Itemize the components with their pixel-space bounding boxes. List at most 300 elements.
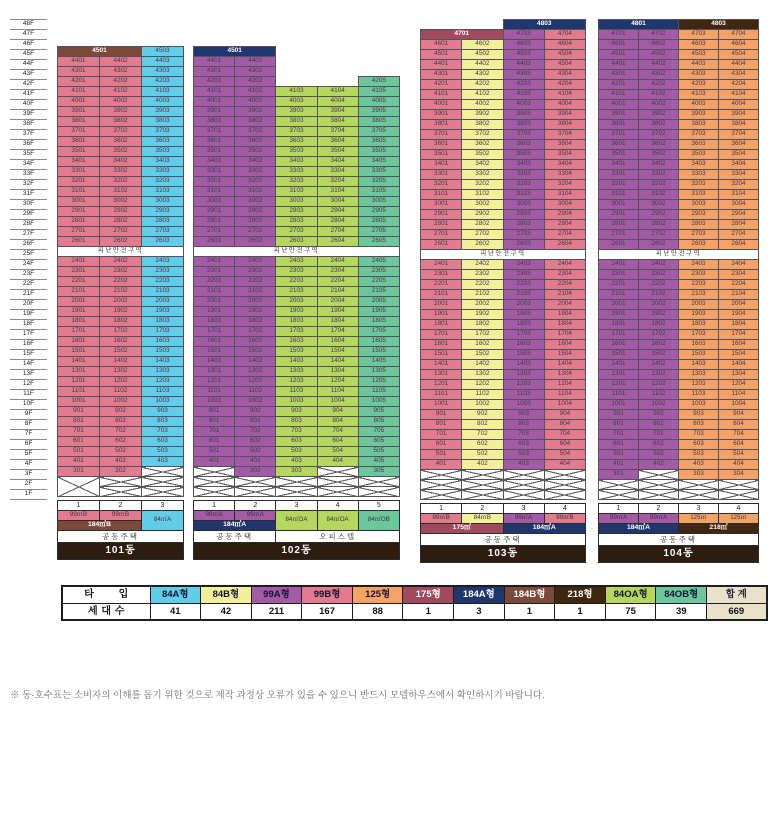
empty-cell: [358, 57, 399, 67]
penthouse-unit-header: 4501: [58, 47, 142, 57]
unit-cell: 2604: [544, 240, 585, 250]
unit-cell: 3804: [317, 117, 358, 127]
floor-label: 40F: [10, 100, 47, 110]
floor-label: 32F: [10, 180, 47, 190]
unit-cell: 1903: [142, 307, 184, 317]
unit-cell: 3302: [639, 170, 679, 180]
crossed-out-cell: [317, 477, 358, 487]
empty-cell: [276, 57, 317, 67]
unit-cell: 3803: [679, 120, 719, 130]
unit-cell: 1604: [719, 340, 759, 350]
penthouse-unit-header: 4801: [599, 20, 679, 30]
unit-cell: 1001: [421, 400, 462, 410]
unit-cell: 2202: [235, 277, 276, 287]
unit-cell: 2103: [276, 287, 317, 297]
crossed-out-cell: [544, 490, 585, 500]
unit-cell: 3801: [599, 120, 639, 130]
unit-cell: 1701: [194, 327, 235, 337]
unit-cell: 4401: [599, 60, 639, 70]
unit-cell: 1603: [679, 340, 719, 350]
unit-cell: 3003: [276, 197, 317, 207]
unit-cell: 2201: [194, 277, 235, 287]
floor-label: 22F: [10, 280, 47, 290]
floor-label: 36F: [10, 140, 47, 150]
unit-cell: 2403: [503, 260, 544, 270]
unit-cell: 3901: [421, 110, 462, 120]
unit-cell: 3502: [462, 150, 503, 160]
unit-cell: 1901: [58, 307, 100, 317]
unit-cell: 1502: [235, 347, 276, 357]
unit-cell: 1601: [194, 337, 235, 347]
unit-cell: 1701: [58, 327, 100, 337]
unit-cell: 1104: [317, 387, 358, 397]
summary-type-header: 99B형: [302, 586, 353, 604]
unit-cell: 3102: [462, 190, 503, 200]
unit-cell: 1404: [317, 357, 358, 367]
unit-cell: 3301: [421, 170, 462, 180]
unit-cell: 3603: [503, 140, 544, 150]
unit-cell: 4504: [544, 60, 585, 70]
crossed-out-cell: [142, 467, 184, 477]
unit-cell: 3602: [462, 140, 503, 150]
unit-cell: 1705: [358, 327, 399, 337]
unit-cell: 3304: [719, 170, 759, 180]
tower-name-bar: 101동: [58, 543, 184, 560]
unit-type-cell: 99㎡A: [503, 514, 544, 524]
unit-cell: 3305: [358, 167, 399, 177]
crossed-out-cell: [194, 467, 235, 477]
unit-cell: 3103: [142, 187, 184, 197]
column-number-cell: 4: [317, 501, 358, 511]
unit-cell: 2802: [639, 220, 679, 230]
summary-count-cell: 41: [150, 604, 201, 621]
unit-cell: 1604: [317, 337, 358, 347]
unit-cell: 2603: [679, 240, 719, 250]
unit-cell: 3504: [719, 150, 759, 160]
unit-cell: 2602: [235, 237, 276, 247]
unit-cell: 604: [719, 440, 759, 450]
floor-label: 15F: [10, 350, 47, 360]
unit-cell: 2003: [276, 297, 317, 307]
unit-cell: 3702: [462, 130, 503, 140]
unit-cell: 1101: [58, 387, 100, 397]
unit-cell: 2205: [358, 277, 399, 287]
unit-cell: 4202: [639, 80, 679, 90]
unit-cell: 704: [719, 430, 759, 440]
crossed-out-cell: [462, 470, 503, 480]
unit-cell: 403: [142, 457, 184, 467]
unit-cell: 2603: [142, 237, 184, 247]
unit-cell: 3702: [235, 127, 276, 137]
unit-cell: 602: [235, 437, 276, 447]
unit-cell: 4301: [58, 67, 100, 77]
unit-cell: 3204: [544, 180, 585, 190]
unit-cell: 1602: [235, 337, 276, 347]
unit-cell: 1803: [679, 320, 719, 330]
unit-cell: 1805: [358, 317, 399, 327]
unit-type-cell: 84㎡A: [142, 511, 184, 531]
unit-cell: 3503: [679, 150, 719, 160]
floor-label: 1F: [10, 490, 47, 500]
unit-cell: 3002: [462, 200, 503, 210]
unit-cell: 4503: [142, 47, 184, 57]
unit-cell: 3903: [679, 110, 719, 120]
tower-name-bar: 103동: [421, 546, 586, 563]
floor-label: 26F: [10, 240, 47, 250]
unit-type-span-cell: 184㎡B: [58, 521, 142, 531]
unit-type-cell: 99㎡A: [599, 514, 639, 524]
empty-cell: [235, 28, 276, 37]
summary-type-header: 184B형: [504, 586, 555, 604]
unit-cell: 802: [235, 417, 276, 427]
unit-cell: 1403: [142, 357, 184, 367]
unit-cell: 1203: [503, 380, 544, 390]
empty-cell: [142, 37, 184, 47]
summary-count-cell: 39: [656, 604, 707, 621]
crossed-out-cell: [503, 480, 544, 490]
unit-cell: 903: [142, 407, 184, 417]
unit-cell: 1801: [194, 317, 235, 327]
unit-cell: 1503: [276, 347, 317, 357]
unit-cell: 2601: [421, 240, 462, 250]
unit-cell: 1301: [58, 367, 100, 377]
unit-type-cell: 84㎡B: [462, 514, 503, 524]
unit-cell: 3702: [639, 130, 679, 140]
unit-cell: 3403: [142, 157, 184, 167]
unit-cell: 1904: [317, 307, 358, 317]
crossed-out-cell: [100, 477, 142, 487]
floor-label: 2F: [10, 480, 47, 490]
unit-cell: 3402: [235, 157, 276, 167]
unit-cell: 4002: [639, 100, 679, 110]
unit-cell: 3302: [100, 167, 142, 177]
unit-cell: 3801: [194, 117, 235, 127]
summary-count-cell: 1: [504, 604, 555, 621]
unit-cell: 501: [421, 450, 462, 460]
unit-cell: 2005: [358, 297, 399, 307]
unit-cell: 1301: [194, 367, 235, 377]
floor-label: 33F: [10, 170, 47, 180]
column-number-cell: 1: [58, 501, 100, 511]
unit-cell: 1701: [599, 330, 639, 340]
unit-cell: 3102: [639, 190, 679, 200]
unit-cell: 301: [599, 470, 639, 480]
floor-label: 9F: [10, 410, 47, 420]
summary-type-header: 218형: [555, 586, 606, 604]
summary-type-header: 84B형: [201, 586, 252, 604]
unit-cell: 4704: [544, 30, 585, 40]
unit-cell: 3001: [58, 197, 100, 207]
unit-cell: 2302: [100, 267, 142, 277]
unit-cell: 804: [317, 417, 358, 427]
column-number-cell: 3: [503, 504, 544, 514]
unit-cell: 4001: [421, 100, 462, 110]
unit-cell: 403: [276, 457, 317, 467]
empty-cell: [100, 19, 142, 28]
empty-cell: [142, 19, 184, 28]
unit-cell: 704: [544, 430, 585, 440]
unit-cell: 2805: [358, 217, 399, 227]
unit-cell: 4603: [679, 40, 719, 50]
summary-type-header: 84OB형: [656, 586, 707, 604]
unit-cell: 3502: [639, 150, 679, 160]
unit-cell: 1801: [421, 320, 462, 330]
unit-cell: 4101: [421, 90, 462, 100]
unit-cell: 803: [142, 417, 184, 427]
unit-cell: 3403: [276, 157, 317, 167]
tower-name-bar: 104동: [599, 546, 759, 563]
building-use-cell: 공동주택: [599, 534, 759, 546]
unit-cell: 3502: [100, 147, 142, 157]
unit-cell: 3503: [503, 150, 544, 160]
unit-cell: 2802: [462, 220, 503, 230]
unit-cell: 3201: [421, 180, 462, 190]
unit-cell: 2604: [317, 237, 358, 247]
unit-cell: 2404: [719, 260, 759, 270]
unit-cell: 2101: [58, 287, 100, 297]
unit-cell: 1801: [599, 320, 639, 330]
unit-cell: 901: [599, 410, 639, 420]
unit-cell: 3403: [503, 160, 544, 170]
unit-cell: 4403: [679, 60, 719, 70]
empty-cell: [358, 19, 399, 28]
unit-cell: 2103: [679, 290, 719, 300]
unit-cell: 3801: [421, 120, 462, 130]
unit-cell: 802: [639, 420, 679, 430]
empty-cell: [276, 28, 317, 37]
unit-cell: 3401: [58, 157, 100, 167]
unit-cell: 1102: [639, 390, 679, 400]
unit-cell: 501: [599, 450, 639, 460]
unit-cell: 3801: [58, 117, 100, 127]
unit-cell: 4201: [421, 80, 462, 90]
unit-cell: 1304: [317, 367, 358, 377]
summary-type-header: 175형: [403, 586, 454, 604]
unit-cell: 4402: [235, 57, 276, 67]
refuge-area-row: 피난안전구역: [58, 247, 184, 257]
floor-label: 17F: [10, 330, 47, 340]
unit-type-span-cell: 218㎡: [679, 524, 759, 534]
floor-label: 28F: [10, 220, 47, 230]
floor-label: 3F: [10, 470, 47, 480]
unit-cell: 1902: [462, 310, 503, 320]
unit-cell: 4602: [462, 40, 503, 50]
unit-cell: 4201: [194, 77, 235, 87]
unit-cell: 3301: [599, 170, 639, 180]
unit-cell: 1602: [639, 340, 679, 350]
unit-cell: 301: [58, 467, 100, 477]
floor-label: 48F: [10, 20, 47, 30]
unit-cell: 1901: [599, 310, 639, 320]
unit-cell: 701: [599, 430, 639, 440]
unit-cell: 2602: [100, 237, 142, 247]
unit-cell: 1404: [719, 360, 759, 370]
unit-cell: 4103: [142, 87, 184, 97]
crossed-out-cell: [462, 490, 503, 500]
crossed-out-cell: [276, 477, 317, 487]
unit-cell: 3902: [235, 107, 276, 117]
crossed-out-cell: [358, 477, 399, 487]
floor-label: 39F: [10, 110, 47, 120]
unit-cell: 4002: [235, 97, 276, 107]
unit-type-cell: 84㎡OB: [358, 511, 399, 531]
empty-cell: [358, 67, 399, 77]
unit-cell: 2003: [142, 297, 184, 307]
unit-cell: 2603: [276, 237, 317, 247]
penthouse-unit-header: 4501: [194, 47, 276, 57]
unit-cell: 3104: [719, 190, 759, 200]
unit-cell: 1804: [317, 317, 358, 327]
unit-cell: 2404: [317, 257, 358, 267]
unit-cell: 3601: [58, 137, 100, 147]
footnote-text: ※ 동·호수표는 소비자의 이해를 돕기 위한 것으로 제작 과정상 오류가 있을 수 있으니 반드시 모델하우스에서 확인하시기 바랍니다.: [10, 690, 545, 701]
unit-cell: 4001: [58, 97, 100, 107]
unit-cell: 3904: [719, 110, 759, 120]
unit-cell: 2903: [142, 207, 184, 217]
unit-cell: 4604: [544, 40, 585, 50]
unit-cell: 1802: [100, 317, 142, 327]
crossed-out-cell: [235, 477, 276, 487]
unit-cell: 3302: [235, 167, 276, 177]
unit-cell: 3603: [276, 137, 317, 147]
crossed-out-cell: [503, 490, 544, 500]
summary-count-cell: 1: [403, 604, 454, 621]
unit-cell: 4301: [194, 67, 235, 77]
unit-cell: 1204: [544, 380, 585, 390]
empty-cell: [100, 37, 142, 47]
unit-cell: 2601: [599, 240, 639, 250]
column-number-cell: 3: [679, 504, 719, 514]
unit-cell: 3202: [100, 177, 142, 187]
unit-cell: 1504: [544, 350, 585, 360]
floor-label: 24F: [10, 260, 47, 270]
unit-cell: 3601: [599, 140, 639, 150]
empty-cell: [317, 28, 358, 37]
unit-type-cell: 125㎡: [719, 514, 759, 524]
unit-cell: 1302: [462, 370, 503, 380]
unit-cell: 1004: [544, 400, 585, 410]
unit-cell: 1405: [358, 357, 399, 367]
unit-cell: 2402: [100, 257, 142, 267]
unit-cell: 3203: [503, 180, 544, 190]
unit-cell: 2702: [235, 227, 276, 237]
unit-cell: 2203: [276, 277, 317, 287]
unit-cell: 2304: [719, 270, 759, 280]
unit-cell: 3301: [194, 167, 235, 177]
unit-cell: 3501: [58, 147, 100, 157]
floor-label: 11F: [10, 390, 47, 400]
unit-type-cell: 99㎡A: [639, 514, 679, 524]
unit-cell: 2605: [358, 237, 399, 247]
unit-cell: 3903: [142, 107, 184, 117]
refuge-area-row: 피난안전구역: [421, 250, 586, 260]
unit-cell: 1101: [421, 390, 462, 400]
crossed-out-cell: [679, 480, 719, 490]
empty-cell: [100, 28, 142, 37]
unit-cell: 402: [639, 460, 679, 470]
unit-cell: 4501: [599, 50, 639, 60]
unit-cell: 2903: [276, 207, 317, 217]
unit-cell: 404: [544, 460, 585, 470]
unit-cell: 703: [142, 427, 184, 437]
unit-cell: 3004: [719, 200, 759, 210]
unit-cell: 4702: [639, 30, 679, 40]
unit-cell: 1402: [639, 360, 679, 370]
unit-cell: 1402: [462, 360, 503, 370]
tower-footer: [598, 503, 759, 563]
unit-cell: 1603: [503, 340, 544, 350]
unit-cell: 4202: [462, 80, 503, 90]
unit-cell: 3203: [142, 177, 184, 187]
unit-cell: 1101: [599, 390, 639, 400]
unit-cell: 1702: [639, 330, 679, 340]
unit-cell: 4104: [719, 90, 759, 100]
unit-cell: 3301: [58, 167, 100, 177]
unit-cell: 1301: [599, 370, 639, 380]
unit-cell: 3101: [194, 187, 235, 197]
unit-cell: 1502: [100, 347, 142, 357]
unit-cell: 3505: [358, 147, 399, 157]
unit-cell: 1803: [276, 317, 317, 327]
unit-cell: 2202: [639, 280, 679, 290]
crossed-out-cell: [276, 487, 317, 497]
unit-cell: 1203: [142, 377, 184, 387]
unit-cell: 401: [58, 457, 100, 467]
unit-cell: 703: [276, 427, 317, 437]
unit-cell: 501: [58, 447, 100, 457]
unit-cell: 904: [544, 410, 585, 420]
column-number-cell: 4: [719, 504, 759, 514]
unit-cell: 2102: [639, 290, 679, 300]
unit-cell: 3503: [142, 147, 184, 157]
unit-cell: 4304: [544, 70, 585, 80]
column-number-cell: 2: [639, 504, 679, 514]
unit-cell: 2103: [503, 290, 544, 300]
unit-cell: 1604: [544, 340, 585, 350]
unit-cell: 3802: [462, 120, 503, 130]
unit-cell: 3105: [358, 187, 399, 197]
floor-label: 21F: [10, 290, 47, 300]
unit-cell: 1801: [58, 317, 100, 327]
unit-cell: 1002: [235, 397, 276, 407]
unit-cell: 2803: [679, 220, 719, 230]
unit-cell: 2701: [599, 230, 639, 240]
unit-cell: 3203: [679, 180, 719, 190]
unit-cell: 4003: [142, 97, 184, 107]
unit-cell: 404: [719, 460, 759, 470]
empty-cell: [276, 77, 317, 87]
unit-cell: 4604: [719, 40, 759, 50]
penthouse-unit-header: 4701: [421, 30, 504, 40]
crossed-out-cell: [639, 480, 679, 490]
unit-cell: 303: [276, 467, 317, 477]
unit-cell: 4603: [503, 40, 544, 50]
unit-cell: 4203: [679, 80, 719, 90]
unit-cell: 4301: [599, 70, 639, 80]
unit-cell: 4004: [719, 100, 759, 110]
unit-cell: 3703: [276, 127, 317, 137]
unit-cell: 3703: [503, 130, 544, 140]
unit-cell: 2804: [317, 217, 358, 227]
unit-cell: 2004: [719, 300, 759, 310]
unit-cell: 4504: [719, 50, 759, 60]
floor-label: 4F: [10, 460, 47, 470]
tower-block: [598, 19, 759, 563]
unit-cell: 3204: [317, 177, 358, 187]
unit-cell: 3502: [235, 147, 276, 157]
unit-cell: 504: [544, 450, 585, 460]
unit-grid: [57, 19, 184, 497]
